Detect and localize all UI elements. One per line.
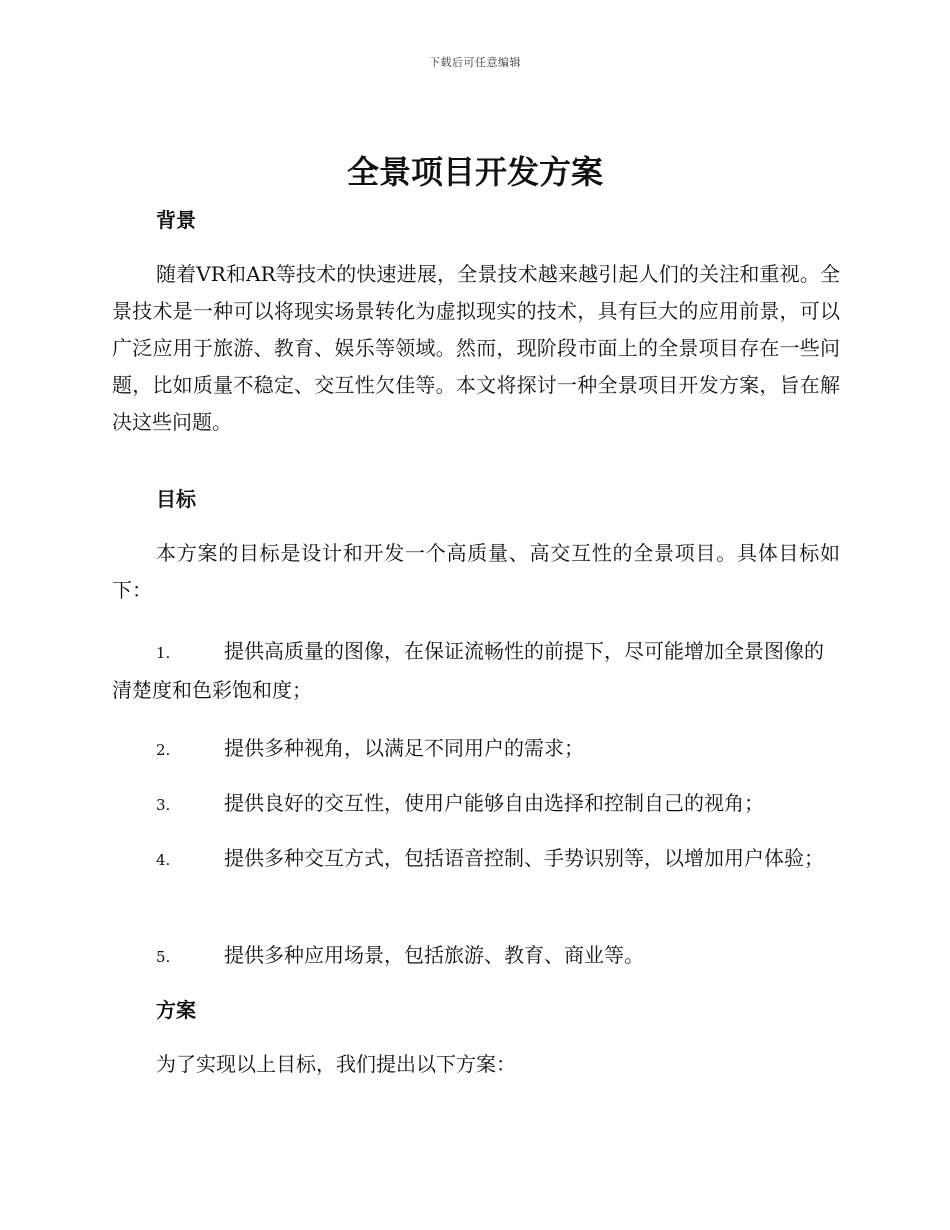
- list-item-text: 提供多种交互方式，包括语音控制、手势识别等，以增加用户体验；: [224, 846, 824, 870]
- goals-paragraph: 本方案的目标是设计和开发一个高质量、高交互性的全景项目。具体目标如下：: [112, 541, 840, 602]
- list-item-text: 提供多种视角，以满足不同用户的需求；: [224, 736, 584, 760]
- list-number: 3.: [156, 796, 171, 814]
- background-paragraph: 随着VR和AR等技术的快速进展，全景技术越来越引起人们的关注和重视。全景技术是一种可以将现实场景转化为虚拟现实的技术，具有巨大的应用前景，可以广泛应用于旅游、教育、娱乐等领域。然而，现阶段市面上的全景项目存在一些问题，比如质量不稳定、交互性欠佳等。本文将探讨一种全景项目开发方案，旨在解决这些问题。: [112, 262, 840, 434]
- list-number: 5.: [156, 948, 171, 966]
- list-number: 4.: [156, 851, 171, 869]
- goal-list-item-5: [112, 937, 840, 976]
- goal-list-item-4: [112, 840, 840, 879]
- document-title: 全景项目开发方案: [346, 153, 603, 191]
- list-number: 1.: [156, 644, 171, 662]
- goal-list-item-3: [112, 785, 840, 824]
- section-heading-goals: 目标: [156, 487, 196, 511]
- list-item-text: 提供高质量的图像，在保证流畅性的前提下，尽可能增加全景图像的清楚度和色彩饱和度；: [112, 639, 824, 702]
- section-heading-background: 背景: [156, 208, 196, 232]
- list-item-text: 提供良好的交互性，使用户能够自由选择和控制自己的视角；: [224, 791, 764, 815]
- section-heading-plan: 方案: [156, 998, 196, 1022]
- list-number: 2.: [156, 741, 171, 759]
- list-item-text: 提供多种应用场景，包括旅游、教育、商业等。: [224, 943, 644, 967]
- goal-list-item-1: [112, 633, 840, 709]
- header-note: 下载后可任意编辑: [429, 56, 521, 69]
- plan-paragraph: 为了实现以上目标，我们提出以下方案：: [156, 1052, 516, 1076]
- goal-list-item-2: [112, 730, 840, 769]
